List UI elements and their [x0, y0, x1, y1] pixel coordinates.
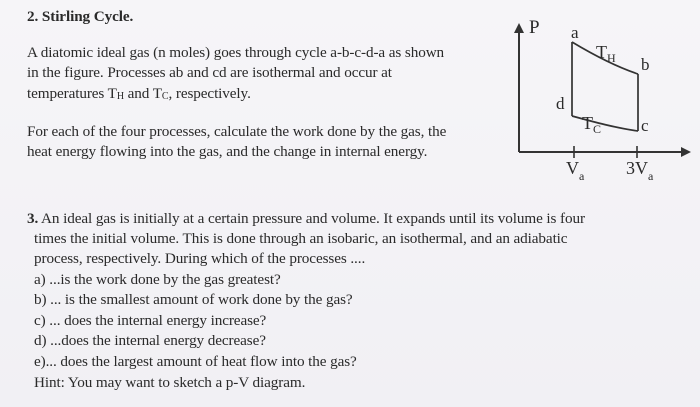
point-b-label: b	[641, 55, 650, 74]
problem2-para1-line1: A diatomic ideal gas (n moles) goes through cycle a-b-c-d-a as shown	[27, 44, 445, 61]
tc-label	[582, 113, 601, 136]
3va-label	[626, 158, 654, 183]
stirling-pv-diagram	[500, 10, 690, 200]
va-main: V	[566, 158, 579, 178]
problem3-line1	[27, 209, 585, 229]
problem3-line1-text: An ideal gas is initially at a certain pressure and volume. It expands until its volume is four	[38, 210, 585, 227]
th-main: T	[596, 42, 607, 62]
question-d: d) ...does the internal energy decrease?	[34, 332, 266, 349]
p-axis-label: P	[529, 17, 540, 38]
question-b: b) ... is the smallest amount of work done by the gas?	[34, 291, 353, 308]
tc-sub: C	[593, 122, 602, 136]
problem2-para2-line2: heat energy flowing into the gas, and the change in internal energy.	[27, 143, 428, 160]
3va-sub: a	[648, 169, 654, 183]
point-d-label: d	[556, 94, 565, 113]
problem3-line2: times the initial volume. This is done through an isobaric, an isothermal, and an adiabatic	[34, 230, 568, 247]
problem2-heading: 2. Stirling Cycle.	[27, 8, 134, 25]
th-sub: H	[607, 51, 616, 65]
question-a: a) ...is the work done by the gas greatest?	[34, 271, 281, 288]
th-label	[596, 42, 616, 65]
temps-mid: and T	[123, 85, 162, 102]
problem2-para1-line3	[27, 84, 251, 107]
point-c-label: c	[641, 116, 649, 135]
temps-pre: temperatures T	[27, 85, 117, 102]
problem3-line3: process, respectively. During which of the processes ....	[34, 250, 366, 267]
question-c: c) ... does the internal energy increase?	[34, 312, 267, 329]
problem3-number: 3.	[27, 210, 39, 227]
temps-post: , respectively.	[168, 85, 251, 102]
problem2-para2-line1: For each of the four processes, calculate the work done by the gas, the	[27, 123, 447, 140]
th-subscript: H	[116, 91, 124, 102]
tc-subscript: C	[161, 91, 169, 102]
point-a-label: a	[571, 23, 579, 42]
va-label	[566, 158, 585, 183]
va-sub: a	[579, 169, 585, 183]
tc-main: T	[582, 113, 593, 133]
3va-main: 3V	[626, 158, 648, 178]
question-e: e)... does the largest amount of heat flow into the gas?	[34, 353, 357, 370]
hint-line: Hint: You may want to sketch a p-V diagram.	[34, 374, 306, 391]
problem2-para1-line2: in the figure. Processes ab and cd are isothermal and occur at	[27, 64, 392, 81]
